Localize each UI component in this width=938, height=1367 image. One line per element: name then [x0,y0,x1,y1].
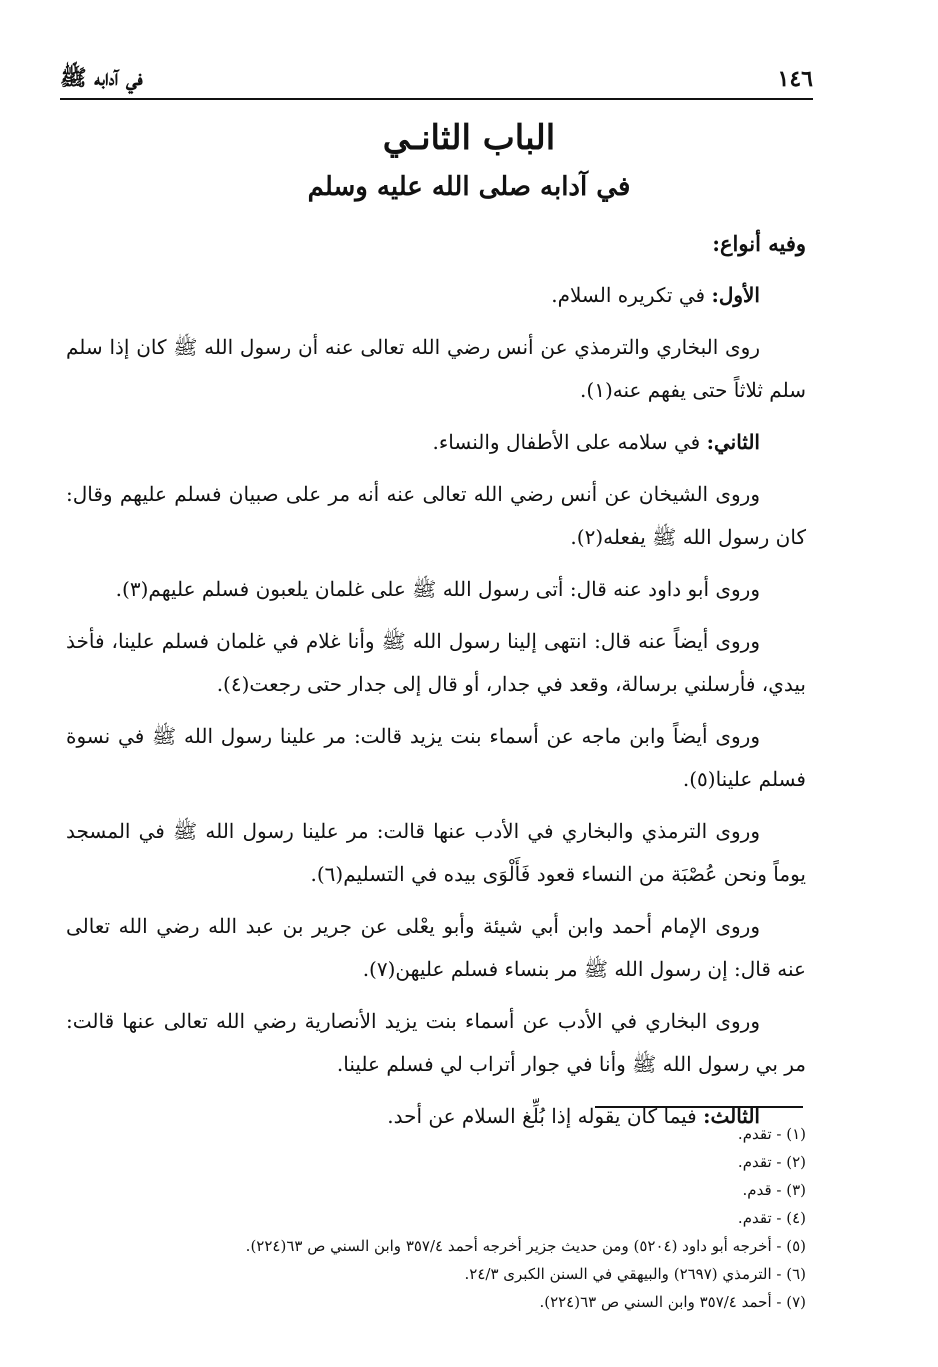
type-heading-third: الثالث: [703,1104,760,1128]
type-text-first: في تكريره السلام. [551,283,712,307]
paragraph: وروى الشيخان عن أنس رضي الله تعالى عنه أنه مر على صبيان فسلم عليهم وقال: كان رسول الله ﷺ يفعله(٢). [66,482,806,549]
paragraph: وروى الترمذي والبخاري في الأدب عنها قالت: مر علينا رسول الله ﷺ في المسجد يوماً ونحن عُصْبَة من النساء قعود فَأَلْوَى بيده في التسليم(٦). [66,819,806,886]
footnote-separator [595,1106,803,1108]
section-intro: وفيه أنواع: [712,231,806,256]
paragraph: وروى أيضاً وابن ماجه عن أسماء بنت يزيد قالت: مر علينا رسول الله ﷺ في نسوة فسلم علينا(٥). [66,724,806,791]
footnote: (٥) - أخرجه أبو داود (٥٢٠٤) ومن حديث جزير أخرجه أحمد ٣٥٧/٤ وابن السني ص ٦٣(٢٢٤). [245,1237,806,1255]
footnote: (٦) - الترمذي (٢٦٩٧) والبيهقي في السنن الكبرى ٢٤/٣. [464,1265,806,1283]
page-header [60,58,813,100]
main-text [66,222,806,1147]
footnote: (٧) - أحمد ٣٥٧/٤ وابن السني ص ٦٣(٢٢٤). [539,1293,806,1311]
page-number: ١٤٦ [777,66,813,92]
footnotes [100,1120,806,1316]
chapter-subtitle: في آدابه صلى الله عليه وسلم [307,172,631,202]
chapter-title: الباب الثانـي [382,118,556,158]
paragraph-first-type [66,274,806,317]
type-text-second: في سلامه على الأطفال والنساء. [432,430,707,454]
paragraph: وروى أبو داود عنه قال: أتى رسول الله ﷺ على غلمان يلعبون فسلم عليهم(٣). [115,577,760,601]
footnote: (١) - تقدم. [737,1125,806,1143]
footnote: (٢) - تقدم. [737,1153,806,1171]
type-text-third: فيما كان يقوله إذا بُلِّغ السلام عن أحد. [387,1104,704,1128]
paragraph-second-type [66,421,806,464]
paragraph: وروى أيضاً عنه قال: انتهى إلينا رسول الله ﷺ وأنا غلام في غلمان فسلم علينا، فأخذ بيدي، فأرسلني برسالة، وقعد في جدار، أو قال إلى جدار حتى رجعت(٤). [66,629,806,696]
paragraph: وروى الإمام أحمد وابن أبي شيئة وأبو يعْلى عن جرير بن عبد الله رضي الله تعالى عنه قال: إن رسول الله ﷺ مر بنساء فسلم عليهن(٧). [66,914,806,981]
running-title: في آدابه ﷺ [60,65,143,91]
type-heading-second: الثاني: [706,430,760,454]
type-heading-first: الأول: [711,283,760,307]
paragraph: وروى البخاري في الأدب عن أسماء بنت يزيد الأنصارية رضي الله تعالى عنها قالت: مر بي رسول الله ﷺ وأنا في جوار أتراب لي فسلم علينا. [66,1009,806,1076]
footnote: (٣) - قدم. [742,1181,806,1199]
footnote: (٤) - تقدم. [737,1209,806,1227]
paragraph: روى البخاري والترمذي عن أنس رضي الله تعالى عنه أن رسول الله ﷺ كان إذا سلم سلم ثلاثاً حتى يفهم عنه(١). [66,335,806,402]
